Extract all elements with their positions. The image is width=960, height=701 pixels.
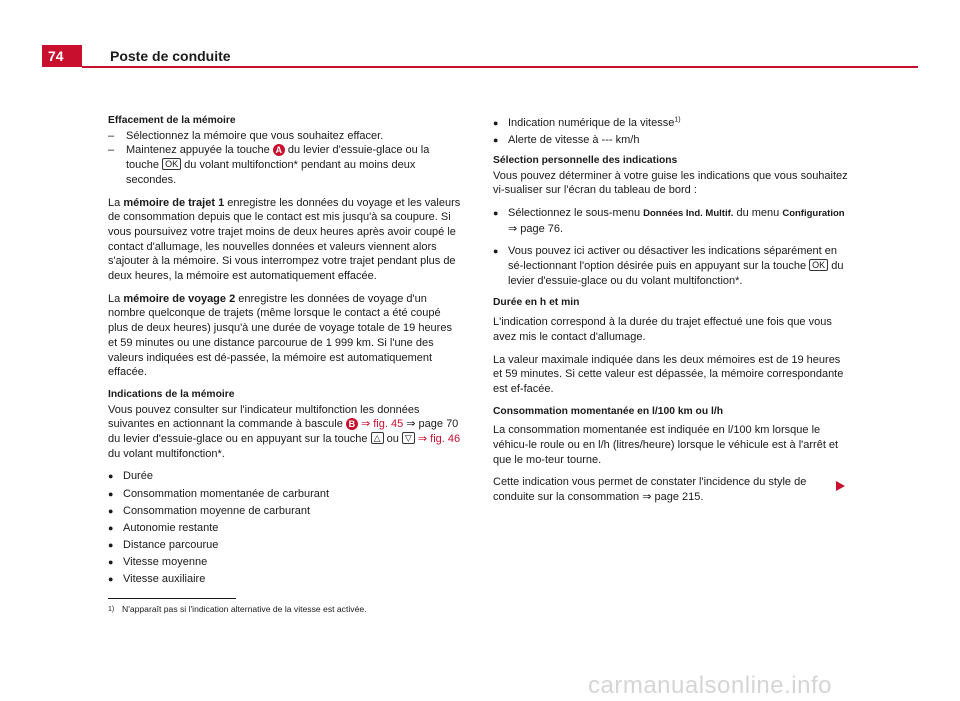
list-item: ● Sélectionnez le sous-menu Données Ind. Multif. du menu Configuration ⇒ page 76. [493, 206, 845, 235]
heading-personal-selection: Sélection personnelle des indications [493, 154, 678, 166]
right-column [493, 116, 848, 505]
menu-name: Configuration [782, 207, 845, 219]
list-item: ● Distance parcourue [108, 538, 219, 551]
footnote-marker: 1) [108, 606, 115, 613]
step-item: – Sélectionnez la mémoire que vous souhaitez effacer. [108, 129, 384, 142]
page-header [0, 0, 960, 70]
up-key: △ [371, 432, 384, 444]
paragraph: La valeur maximale indiquée dans les deux mémoires est de 19 heures et 59 minutes. Si cette valeur est dépassée, la mémoire correspondante est ef-facée. [493, 353, 844, 395]
paragraph: La consommation momentanée est indiquée en l/100 km lorsque le véhicu-le roule ou en l/h (litres/heure) lorsque le véhicule est à l'arrêt et que le mo-teur tourne. [493, 424, 839, 466]
list-item: ● Consommation moyenne de carburant [108, 504, 311, 517]
footnote-rule [108, 598, 236, 599]
list-item: ● Alerte de vitesse à --- km/h [493, 134, 640, 147]
page-link[interactable]: ⇒ page 76. [508, 222, 564, 235]
figure-link[interactable]: ⇒ fig. 46 [417, 433, 461, 446]
list-item: ● Vitesse moyenne [108, 555, 208, 568]
footnote-ref: 1) [674, 116, 681, 124]
step-item: – Maintenez appuyée la touche A du levier d'essuie-glace ou la touche OK du volant multifonction* pendant au moins deux secondes. [108, 144, 430, 186]
heading-consumption: Consommation momentanée en l/100 km ou l/h [493, 405, 724, 417]
paragraph: Cette indication vous permet de constater l'incidence du style de conduite sur la consommation ⇒ page 215. [493, 476, 807, 504]
menu-name: Données Ind. Multif. [643, 207, 734, 219]
list-item: ● Indication numérique de la vitesse$^{1)}$ [493, 116, 681, 129]
paragraph: Vous pouvez déterminer à votre guise les indications que vous souhaitez vi-sualiser sur l'écran du tableau de bord : [493, 169, 848, 197]
list-item: ● Durée [108, 470, 153, 483]
heading-duration: Durée en h et min [493, 297, 580, 309]
paragraph: Vous pouvez consulter sur l'indicateur multifonction les données suivantes en actionnant la commande à bascule B ⇒ fig. 45 ⇒ page 70 du levier d'essuie-glace ou en appuyant sur la touche △ ou ▽ ⇒ fig. 46 du volant multifonction*. [108, 403, 461, 460]
heading-memory-erase: Effacement de la mémoire [108, 115, 236, 126]
figure-link[interactable]: ⇒ fig. 45 [360, 418, 404, 431]
list-item: ● Vous pouvez ici activer ou désactiver les indications séparément en sé-lectionnant l'option désirée puis en appuyant sur la touche OK du levier d'essuie-glace ou du volant multifonction*. [493, 245, 844, 287]
paragraph: L'indication correspond à la durée du trajet effectué une fois que vous avez mis le contact d'allumage. [493, 316, 832, 343]
list-item: ● Consommation momentanée de carburant [108, 487, 330, 500]
footnote-text: N'apparaît pas si l'indication alternative de la vitesse est activée. [122, 604, 367, 614]
key-a-badge: A [273, 144, 285, 156]
down-key: ▽ [402, 432, 415, 444]
ok-key: OK [809, 259, 828, 271]
list-item: ● Autonomie restante [108, 521, 219, 534]
footnote [108, 604, 367, 615]
watermark: carmanualsonline.info [588, 672, 832, 699]
key-b-badge: B [346, 418, 358, 430]
list-item: ● Vitesse auxiliaire [108, 573, 206, 586]
left-column [108, 114, 463, 589]
page-number: 74 [42, 45, 82, 67]
paragraph: La mémoire de voyage 2 enregistre les données de voyage d'un nombre quelconque de trajets (même lorsque le contact a été coupé plus de deux heures) jusqu'à une durée de voyage totale de 19 heures et 59 minutes ou une distance parcourue de 1 999 km. Si l'une des valeurs indiquées est dé-passée, la mémoire est automatiquement effacée. [108, 292, 452, 379]
header-rule [82, 66, 918, 68]
indication-list [108, 469, 463, 586]
paragraph: La mémoire de trajet 1 enregistre les données du voyage et les valeurs de consommation depuis que le contact est mis jusqu'à sa coupure. Si vous poursuivez votre trajet moins de deux heures après avoir coupé le contact d'allumage, les nouvelles données et valeurs viennent alors s'ajouter à la mémoire. Si vous interrompez votre trajet pendant plus de deux heures, la mémoire est automatiquement effacée. [108, 196, 461, 283]
heading-memory-indications: Indications de la mémoire [108, 388, 235, 400]
chapter-title: Poste de conduite [110, 48, 231, 64]
ok-key: OK [162, 158, 181, 170]
triangle-right-icon [836, 481, 845, 491]
